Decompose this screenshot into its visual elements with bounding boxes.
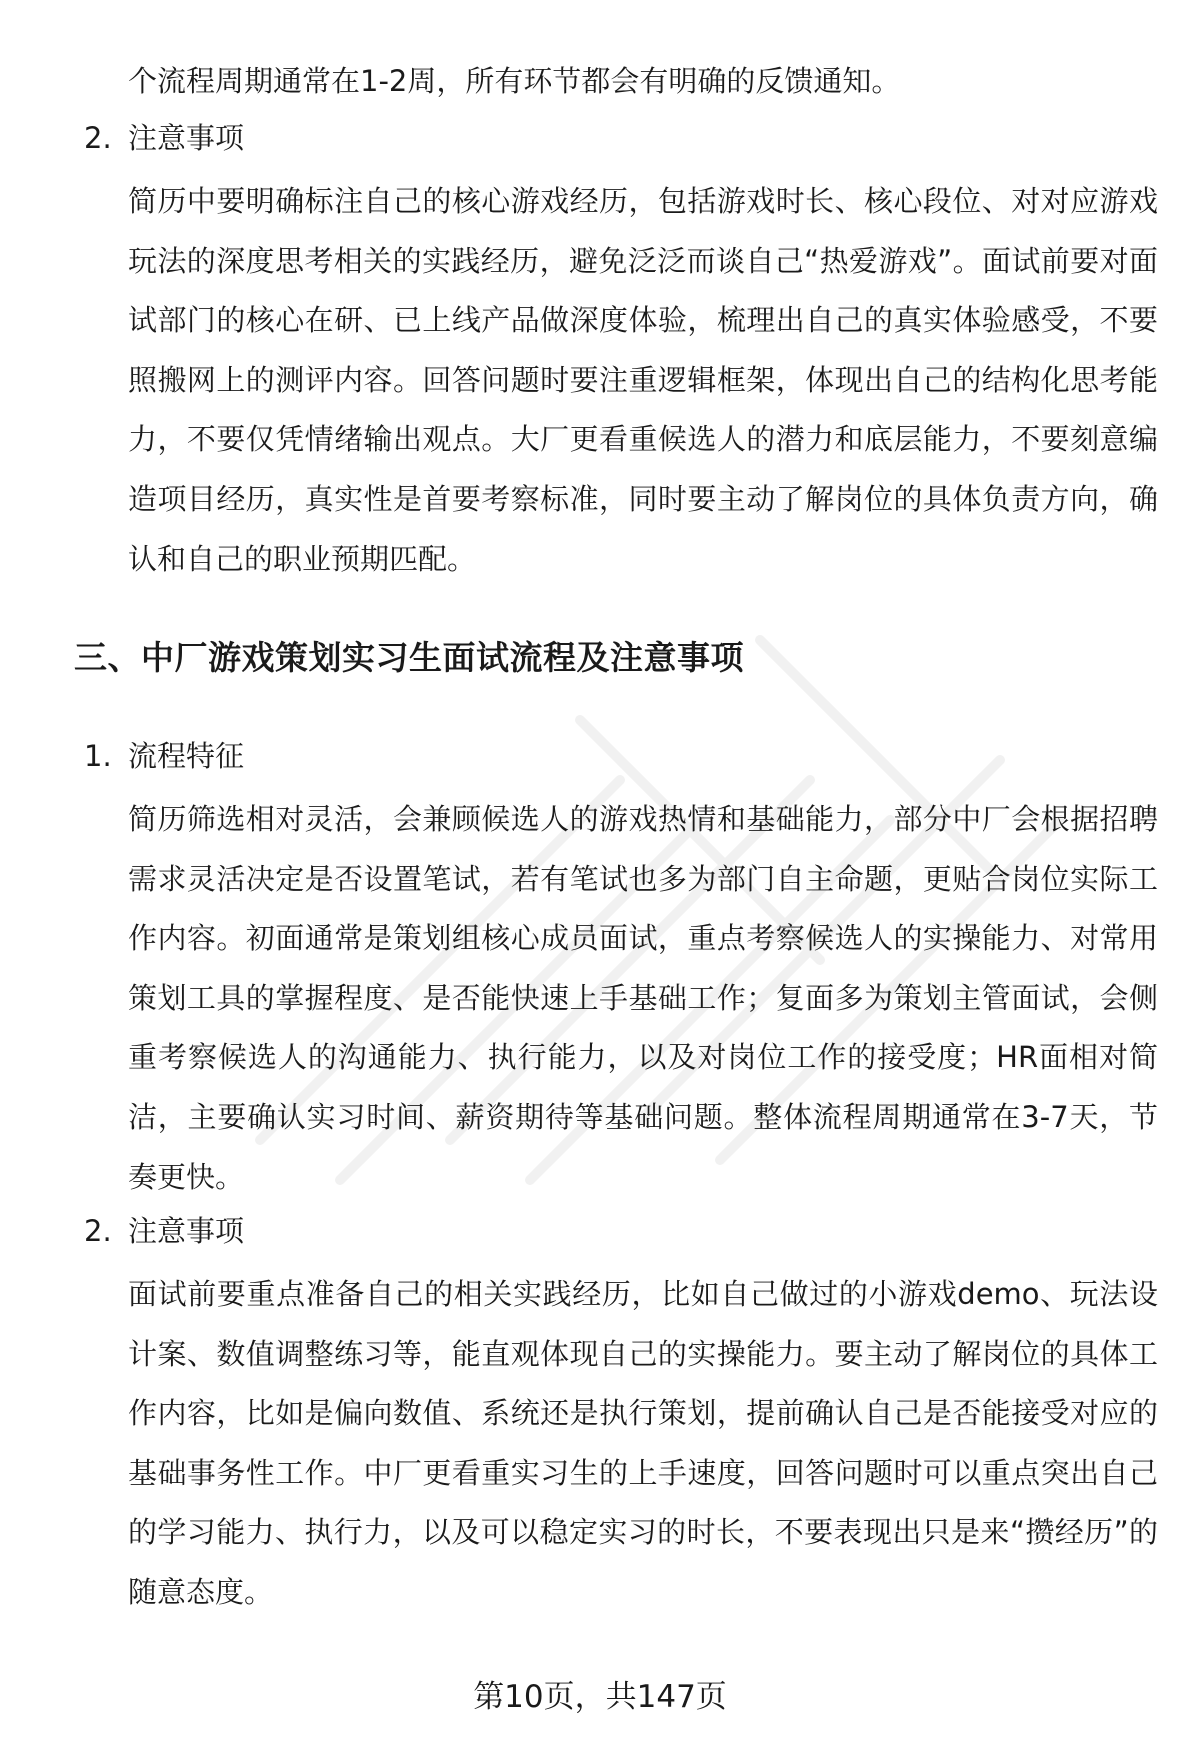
notes-paragraph-big: 简历中要明确标注自己的核心游戏经历，包括游戏时长、核心段位、对对应游戏玩法的深度思考相关的实践经历，避免泛泛而谈自己“热爱游戏”。面试前要对面试部门的核心在研、已上线产品做深度体验，梳理出自己的真实体验感受，不要照搬网上的测评内容。回答问题时要注重逻辑框架，体现出自己的结构化思考能力，不要仅凭情绪输出观点。大厂更看重候选人的潜力和底层能力，不要刻意编造项目经历，真实性是首要考察标准，同时要主动了解岗位的具体负责方向，确认和自己的职业预期匹配。 <box>128 184 1158 576</box>
section-heading: 三、中厂游戏策划实习生面试流程及注意事项 <box>74 638 744 677</box>
item-title-notes-big <box>84 118 244 158</box>
process-paragraph: 简历筛选相对灵活，会兼顾候选人的游戏热情和基础能力，部分中厂会根据招聘需求灵活决定是否设置笔试，若有笔试也多为部门自主命题，更贴合岗位实际工作内容。初面通常是策划组核心成员面试，重点考察候选人的实操能力、对常用策划工具的掌握程度、是否能快速上手基础工作；复面多为策划主管面试，会侧重考察候选人的沟通能力、执行能力，以及对岗位工作的接受度；HR面相对简洁，主要确认实习时间、薪资期待等基础问题。整体流程周期通常在3-7天，节奏更快。 <box>128 802 1158 1194</box>
notes-paragraph-mid: 面试前要重点准备自己的相关实践经历，比如自己做过的小游戏demo、玩法设计案、数值调整练习等，能直观体现自己的实操能力。要主动了解岗位的具体工作内容，比如是偏向数值、系统还是执行策划，提前确认自己是否能接受对应的基础事务性工作。中厂更看重实习生的上手速度，回答问题时可以重点突出自己的学习能力、执行力，以及可以稳定实习的时长，不要表现出只是来“攒经历”的随意态度。 <box>128 1277 1158 1609</box>
item-number: 1. <box>84 739 112 773</box>
item-number: 2. <box>84 1214 112 1248</box>
continuation-paragraph: 个流程周期通常在1-2周，所有环节都会有明确的反馈通知。 <box>128 64 901 98</box>
item-title-text: 流程特征 <box>128 739 245 773</box>
page-number-footer: 第10页，共147页 <box>473 1679 727 1715</box>
item-title-text: 注意事项 <box>128 1214 245 1248</box>
item-title-process <box>84 736 244 776</box>
item-number: 2. <box>84 121 112 155</box>
item-title-text: 注意事项 <box>128 121 245 155</box>
item-title-notes-mid <box>84 1211 244 1251</box>
